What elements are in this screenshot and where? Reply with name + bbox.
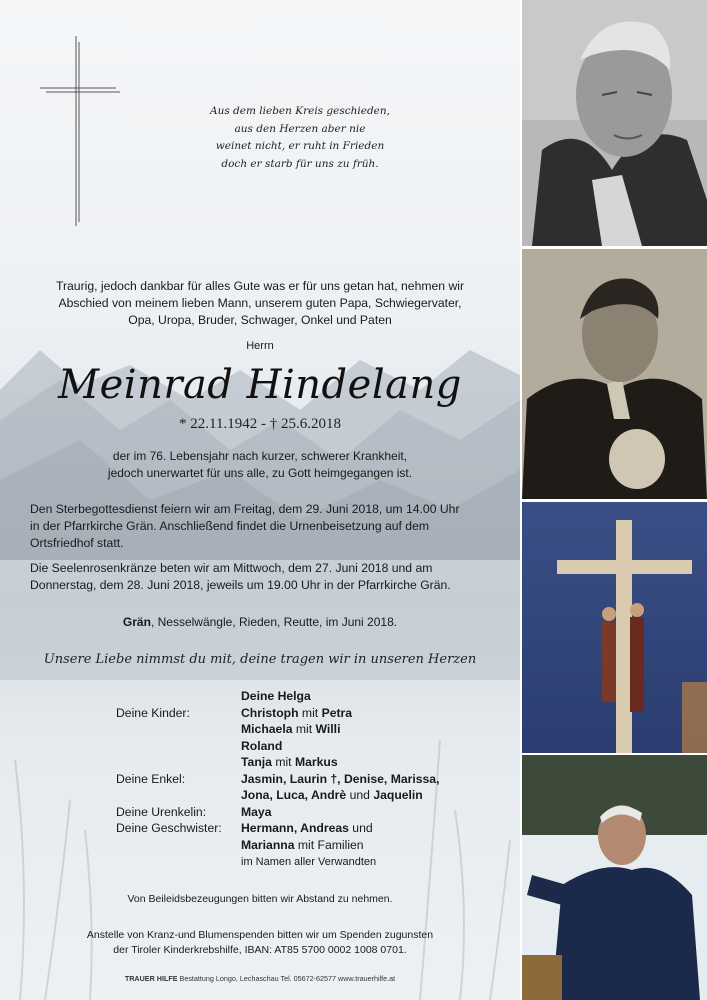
partner-name: Willi [315, 722, 341, 736]
summit-cross-photo [522, 502, 707, 753]
places-rest: , Nesselwängle, Rieden, Reutte, im Juni 2018. [150, 615, 398, 629]
deceased-name: Meinrad Hindelang [58, 362, 462, 408]
salutation: Herrn [246, 340, 274, 352]
poem-line: Aus dem lieben Kreis geschieden, [209, 105, 390, 117]
sibling-names: Marianna [241, 837, 295, 852]
portrait-photo-elderly [522, 0, 707, 246]
intro-line: Traurig, jedoch dankbar für alles Gute was er für uns getan hat, nehmen wir [55, 279, 465, 293]
footer-text: Bestattung Longo, Lechaschau Tel. 05672-62577 www.trauerhilfe.at [177, 974, 396, 983]
motto: Unsere Liebe nimmst du mit, deine tragen wir in unseren Herzen [43, 652, 477, 667]
poem-line: aus den Herzen aber nie [234, 122, 366, 135]
intro-line: Opa, Uropa, Bruder, Schwager, Onkel und Paten [128, 313, 392, 327]
death-note [0, 448, 520, 482]
winter-photo [522, 755, 707, 1000]
connector: mit [298, 705, 322, 720]
grandchildren-names: Jaquelin [373, 788, 423, 802]
funeral-line: Ortsfriedhof statt. [30, 535, 124, 550]
donation-line: Anstelle von Kranz-und Blumenspenden bitten wir um Spenden zugunsten [86, 929, 434, 941]
poem [180, 103, 420, 173]
connector: und [348, 821, 373, 835]
child-name: Tanja [241, 755, 272, 769]
poem-line: doch er starb für uns zu früh. [221, 157, 379, 170]
great-grandchild-name: Maya [241, 804, 272, 819]
places-line [0, 615, 520, 629]
family-list [116, 688, 439, 853]
cross-icon [40, 36, 120, 226]
sibling-names: Hermann, Andreas [241, 821, 349, 835]
connector: mit [271, 755, 295, 769]
death-note-line: der im 76. Lebensjahr nach kurzer, schwerer Krankheit, [112, 449, 408, 463]
child-name: Michaela [241, 722, 293, 736]
great-grandchild-label: Deine Urenkelin: [116, 804, 207, 819]
partner-name: Petra [321, 705, 353, 720]
footer [0, 974, 520, 983]
grandchildren-names: Jona, Luca, Andrè [241, 788, 347, 802]
rosary-line: Die Seelenrosenkränze beten wir am Mittwoch, dem 27. Juni 2018 und am [30, 561, 433, 575]
life-dates: * 22.11.1942 - † 25.6.2018 [179, 416, 341, 432]
child-name: Roland [241, 738, 283, 753]
funeral-line: Den Sterbegottesdienst feiern wir am Freitag, dem 29. Juni 2018, um 14.00 Uhr [30, 502, 460, 516]
footer-brand: TRAUER HILFE [124, 974, 178, 983]
connector: mit [292, 722, 316, 736]
partner-name: Markus [294, 755, 338, 769]
funeral-line: in der Pfarrkirche Grän. Anschließend findet die Urnenbeisetzung auf dem [30, 518, 430, 533]
photo-column [520, 0, 707, 1000]
childhood-photo [522, 249, 707, 499]
siblings-label: Deine Geschwister: [116, 821, 222, 835]
children-label: Deine Kinder: [116, 705, 190, 720]
wife-name: Deine Helga [241, 689, 311, 703]
connector: mit Familien [294, 837, 364, 852]
connector: und [346, 788, 374, 802]
grandchildren-names: Jasmin, Laurin †, Denise, Marissa, [241, 771, 440, 786]
funeral-info [30, 501, 502, 551]
child-name: Christoph [241, 705, 299, 720]
death-note-line: jedoch unerwartet für uns alle, zu Gott heimgegangen ist. [107, 466, 413, 480]
intro-line: Abschied von meinem lieben Mann, unserem guten Papa, Schwiegervater, [58, 296, 462, 310]
condolence-note: Von Beileidsbezeugungen bitten wir Abstand zu nehmen. [127, 893, 393, 905]
rosary-info [30, 560, 502, 594]
rosary-line: Donnerstag, dem 28. Juni 2018, jeweils um 19.00 Uhr in der Pfarrkirche Grän. [30, 577, 451, 592]
places-bold: Grän [122, 615, 151, 629]
poem-line: weinet nicht, er ruht in Frieden [215, 140, 385, 152]
donation-note [0, 928, 520, 958]
intro-text [20, 278, 500, 329]
relatives-note: im Namen aller Verwandten [241, 856, 377, 868]
grandchildren-label: Deine Enkel: [116, 771, 186, 786]
donation-line: der Tiroler Kinderkrebshilfe, IBAN: AT85 5700 0002 1008 0701. [113, 944, 407, 956]
